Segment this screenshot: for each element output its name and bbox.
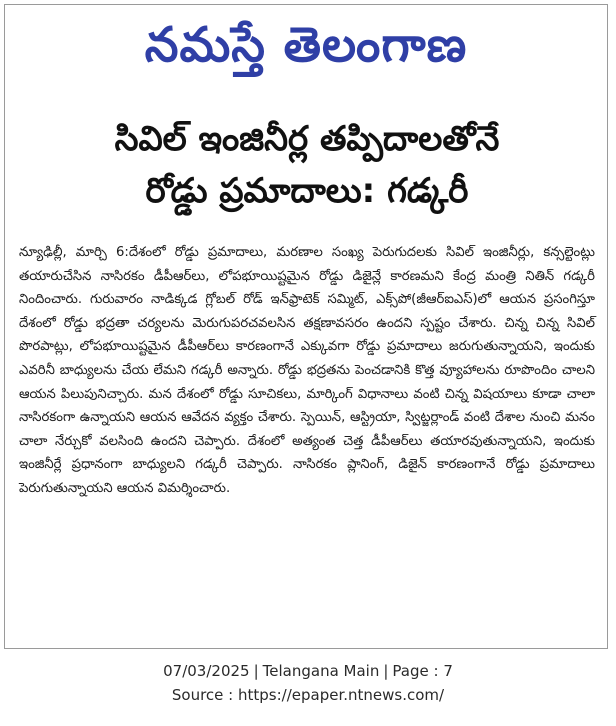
meta-separator-2: | (383, 662, 389, 680)
clipping-source: Source : https://epaper.ntnews.com/ (171, 686, 445, 704)
clipping-page: Page : 7 (392, 662, 453, 680)
clipping-edition: Telangana Main (262, 662, 380, 680)
meta-separator-1: | (253, 662, 259, 680)
newspaper-masthead: నమస్తే తెలంగాణ (144, 17, 468, 73)
clipping-date: 07/03/2025 (163, 662, 250, 680)
headline-line-2: రోడ్డు ప్రమాదాలు: గడ్కరీ (145, 171, 469, 211)
clipping-frame (4, 4, 608, 649)
article-body: న్యూఢిల్లీ, మార్చి 6:దేశంలో రోడ్డు ప్రమాదాలు, మరణాల సంఖ్య పెరుగుదలకు సివిల్ ఇంజినీర్లు, కన్సల్టెంట్లు తయారుచేసిన నాసిరకం డీపీఆర్‌లు, లోపభూయిష్టమైన రోడ్డు డిజైన్లే కారణమని కేంద్ర మంత్రి నితిన్ గడ్కరీ నిందించారు. గురువారం నాడిక్కడ గ్లోబల్ రోడ్ ఇన్‌ఫ్రాటెక్ సమ్మిట్, ఎక్స్‌పో(జీఆర్‌ఐఎస్)లో ఆయన ప్రసంగిస్తూ దేశంలో రోడ్డు భద్రతా చర్యలను మెరుగుపరచవలసిన తక్షణావసరం ఉందని స్పష్టం చేశారు. చిన్న చిన్న సివిల్ పొరపాట్లు, లోపభూయిష్టమైన డీపీఆర్‌లు కారణంగానే ఎక్కువగా రోడ్డు ప్రమాదాలు జరుగుతున్నాయని, ఇందుకు ఎవరినీ బాధ్యులను చేయ లేమని గడ్కరీ అన్నారు. రోడ్డు భద్రతను పెంచడానికి కొత్త వ్యూహాలను రూపొందిం చాలని ఆయన పిలుపునిచ్చారు. మన దేశంలో రోడ్డు సూచికలు, మార్కింగ్ విధానాలు వంటి చిన్న విషయాలు కూడా చాలా నాసిరకంగా ఉన్నాయని ఆయన ఆవేదన వ్యక్తం చేశారు. స్పెయిన్, ఆస్ట్రియా, స్విట్జర్లాండ్ వంటి దేశాల నుంచి మనం చాలా నేర్చుకో వలసింది ఉందని చెప్పారు. దేశంలో అత్యంత చెత్త డీపీఆర్‌లు తయారవుతున్నాయని, ఇందుకు ఇంజినీర్లే ప్రధానంగా బాధ్యులని గడ్కరీ చెప్పారు. నాసిరకం ప్లానింగ్, డిజైన్ కారణంగానే రోడ్డు ప్రమాదాలు పెరుగుతున్నాయని ఆయన విమర్శించారు. (19, 245, 595, 496)
article-headline (15, 113, 599, 217)
headline-line-1: సివిల్ ఇంజినీర్ల తప్పిదాలతోనే (114, 119, 500, 159)
clipping-meta (0, 662, 616, 680)
